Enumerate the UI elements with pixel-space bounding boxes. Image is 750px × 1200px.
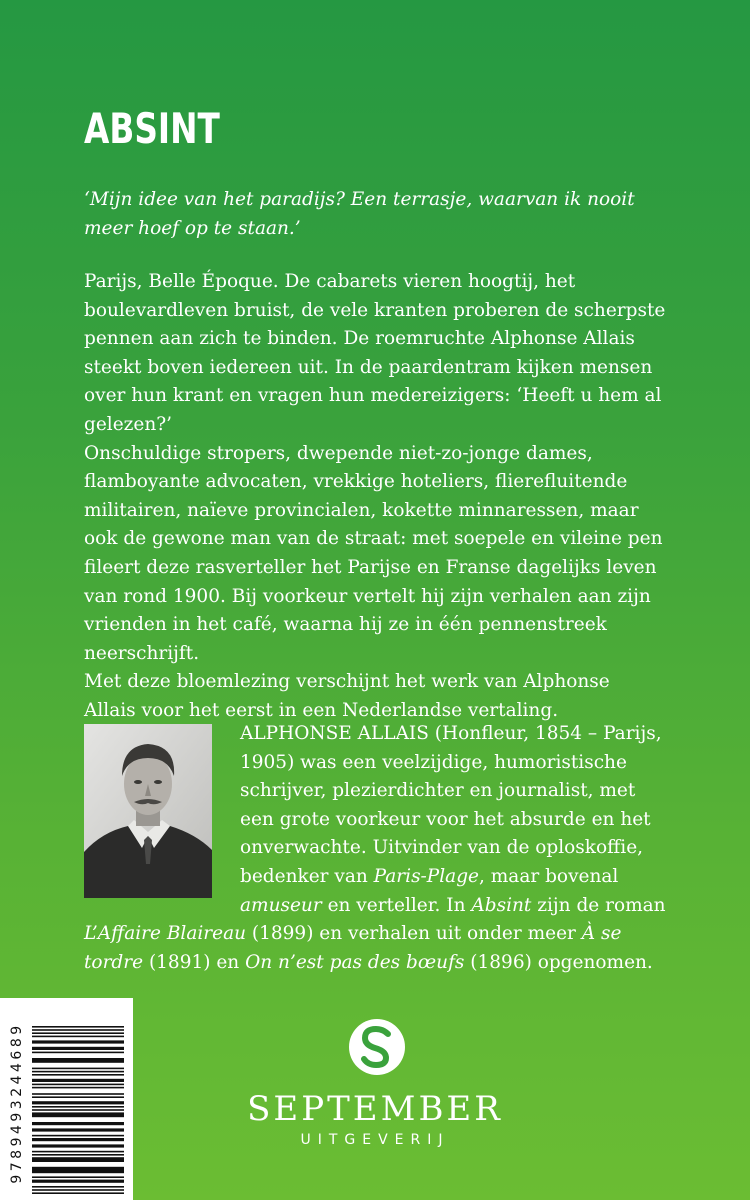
blurb-line: vrienden in het café, waarna hij ze in één pennenstreek [84,614,607,636]
bio-italic-title: Paris-Plage [373,865,479,887]
bio-text: zijn de roman [531,894,666,916]
bio-text: (1896) opgenomen. [464,951,653,973]
quote-line: ‘Mijn idee van het paradijs? Een terrasje, waarvan ik nooit [84,189,635,210]
bio-text: (1891) en [143,951,246,973]
blurb-line: neerschrijft. [84,642,200,664]
quote-line: meer hoef op te staan.’ [84,218,301,239]
barcode-bar [32,1084,124,1086]
blurb-line: Onschuldige stropers, dwepende niet-zo-jonge dames, [84,442,593,464]
bio-text: en verteller. In [321,894,472,916]
bio-line [240,892,710,921]
barcode-bar [32,1093,124,1095]
isbn-digits: 9789493244689 [9,1022,25,1184]
barcode-bar [32,1192,124,1194]
barcode-panel [0,998,133,1200]
blurb-line: ook de gewone man van de straat: met soepele en vileine pen [84,528,663,550]
barcode-bar [32,1135,124,1137]
barcode-bar [32,1144,124,1147]
barcode-bar [32,1109,124,1111]
barcode-bar [32,1071,124,1073]
bio-italic-word: amuseur [240,894,322,916]
barcode-bar [32,1176,124,1178]
blurb-line: boulevardleven bruist, de vele kranten proberen de scherpste [84,299,666,321]
blurb [84,268,704,726]
bio-italic-title: Absint [471,894,532,916]
barcode-bar [32,1151,124,1153]
publisher-subtitle: UITGEVERIJ [300,1132,450,1148]
author-bio [84,720,710,977]
barcode-bar [32,1068,124,1070]
book-title: ABSINT [84,104,220,153]
barcode-bar [32,1074,124,1076]
barcode-icon [32,1026,124,1194]
bio-italic-title: L’Affaire Blaireau [84,923,247,945]
barcode-bar [32,1154,124,1156]
barcode-bar [32,1047,124,1050]
bio-line: een grote voorkeur voor het absurde en het [240,808,651,830]
blurb-line: Allais voor het eerst in een Nederlandse vertaling. [84,699,559,721]
bio-line: 1905) was een veelzijdige, humoristische [240,751,627,773]
barcode-bar [32,1180,124,1183]
barcode-bar [32,1138,124,1141]
blurb-line: flamboyante advocaten, vrekkige hoteliers, flierefluitende [84,471,628,493]
barcode-bar [32,1157,124,1162]
barcode-bar [32,1189,124,1191]
quote [84,185,704,243]
barcode-bar [32,1122,124,1125]
barcode-bar [32,1101,124,1104]
barcode-bar [32,1052,124,1054]
barcode-bar [32,1026,124,1028]
blurb-line: gelezen?’ [84,413,173,435]
barcode-bar [32,1112,124,1117]
blurb-line: pennen aan zich te binden. De roemruchte Alphonse Allais [84,328,635,350]
barcode-bar [32,1087,124,1089]
blurb-line: steekt boven iedereen uit. In de paardentram kijken mensen [84,356,653,378]
author-portrait-icon [84,724,212,898]
barcode-bar [32,1058,124,1063]
barcode-bar [32,1106,124,1108]
bio-line [84,949,710,978]
bio-line: onverwachte. Uitvinder van de oploskoffie, [240,837,644,859]
bio-text: , maar bovenal [479,865,619,887]
bio-italic-title: On n’est pas des bœufs [245,951,465,973]
blurb-line: Parijs, Belle Époque. De cabarets vieren hoogtij, het [84,271,576,292]
bio-text: bedenker van [240,865,374,887]
blurb-line: fileert deze rasverteller het Parijse en Franse dagelijks leven [84,556,657,578]
barcode-bar [32,1036,124,1038]
bio-line [84,920,710,949]
publisher-name: SEPTEMBER [247,1089,503,1129]
bio-line: schrijver, plezierdichter en journalist, met [240,780,636,802]
barcode-bar [32,1167,124,1173]
s-logo-icon [348,1018,406,1076]
barcode-bar [32,1032,124,1034]
barcode-bar [32,1128,124,1131]
blurb-line: van rond 1900. Bij voorkeur vertelt hij zijn verhalen aan zijn [84,585,651,607]
barcode-bar [32,1186,124,1188]
bio-line [240,863,710,892]
barcode-bar [32,1079,124,1082]
barcode-bar [32,1096,124,1098]
blurb-line: Met deze bloemlezing verschijnt het werk van Alphonse [84,671,610,693]
barcode-digits [6,1014,28,1192]
author-photo [84,724,212,898]
bio-italic-title: tordre [84,951,144,973]
bio-text: (1899) en verhalen uit onder meer [246,923,582,945]
bio-italic-title: À se [581,923,622,945]
blurb-line: militairen, naïeve provincialen, kokette minnaressen, maar [84,499,639,521]
barcode-bar [32,1040,124,1043]
blurb-line: over hun krant en vragen hun medereizigers: ‘Heeft u hem al [84,385,662,407]
barcode-bar [32,1029,124,1031]
bio-line: ALPHONSE ALLAIS (Honfleur, 1854 – Parijs, [240,723,662,744]
